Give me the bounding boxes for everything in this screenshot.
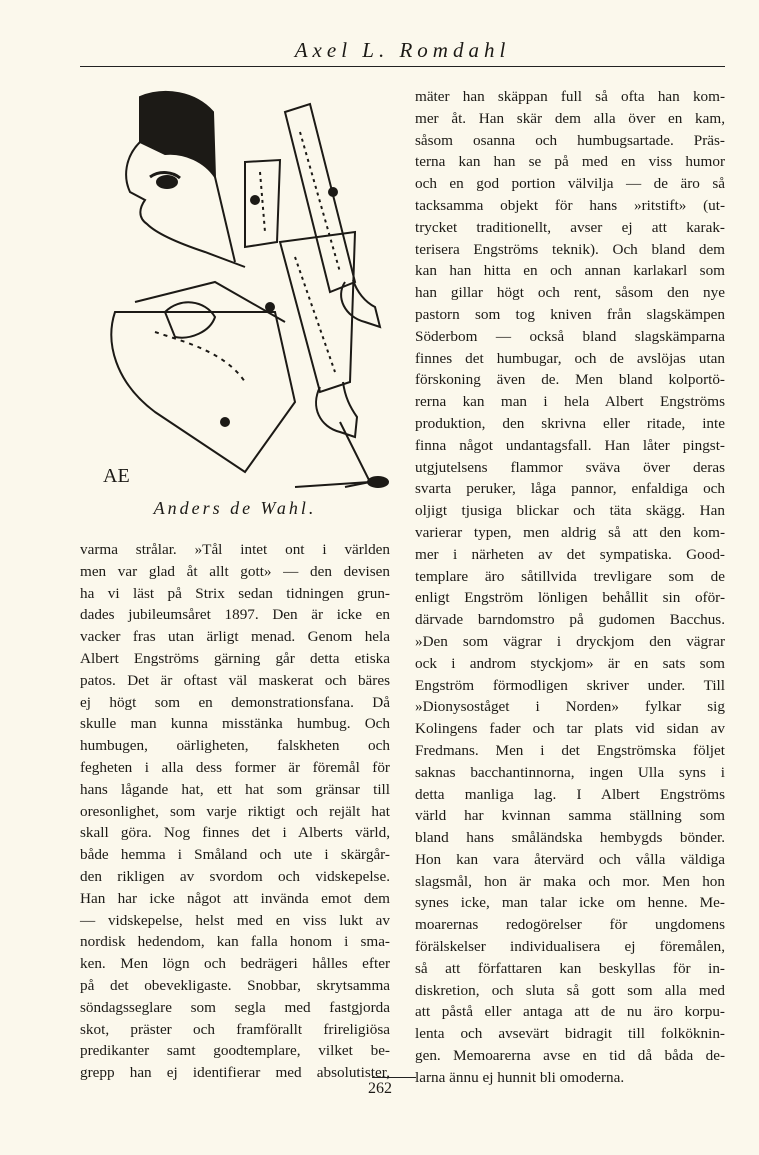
- text-line: nordisk hedendom, kan falla honom i smа-: [80, 933, 390, 951]
- text-line: såsom osanna och humbugsartade. Präs-: [415, 131, 725, 149]
- text-line: förskoning även de. Men bland kolportö-: [415, 371, 725, 389]
- text-line: oljigt tjusiga blickar och täta skägg. Han: [415, 502, 725, 520]
- text-line: men var glad åt allt gott» — den devisen: [80, 562, 390, 580]
- caricature-illustration: [95, 82, 395, 492]
- text-line: slagsmål, hon är maka och mor. Men hon: [415, 872, 725, 890]
- text-line: tacksamma objekt för hans »ritstift» (ut-: [415, 196, 725, 214]
- text-line: »Den som vägrar i dryckjom den vägrar: [415, 632, 725, 650]
- text-line: mäter han skäppan full så ofta han kom-: [415, 88, 725, 105]
- text-line: Fredmans. Men i det Engströmska följet: [415, 741, 725, 759]
- text-line: på det obevekligaste. Snobbar, skrytsamma: [80, 976, 390, 994]
- illustration-caption: Anders de Wahl.: [153, 498, 317, 518]
- text-line: — vidskepelse, helst med en viss lukt av: [80, 911, 390, 929]
- text-line: hans lågande hat, ett hat som gränsar till: [80, 780, 390, 798]
- text-line: gen. Memoarerna avse en tid då båda de-: [415, 1047, 725, 1065]
- text-line: värld har kvinnan samma ställning som: [415, 807, 725, 825]
- text-line: detta manliga lag. I Albert Engströms: [415, 785, 725, 803]
- text-line: lenta och avsevärt bidragit till folköknin-: [415, 1025, 725, 1043]
- text-line: terisera Engströms teknik). Och bland dem: [415, 240, 725, 258]
- text-line: Kolingens fader och tar plats vid sidan av: [415, 720, 725, 738]
- text-line: finna något undantagsfall. Han låter pingst-: [415, 436, 725, 454]
- text-line: ock i androm styckjom» är en sats som: [415, 654, 725, 672]
- text-line: grepp han ej identifierar med absolutister,: [80, 1064, 390, 1082]
- text-line: synes icke, man talar icke om henne. Me-: [415, 894, 725, 912]
- text-line: utgjutelsens flammor sväva över deras: [415, 458, 725, 476]
- text-line: ha vi läst på Strix sedan tidningen grun-: [80, 584, 390, 602]
- text-line: larna ännu ej hunnit bli omoderna.: [415, 1068, 625, 1086]
- text-line: Söderbom — också bland slagskämparna: [415, 327, 725, 345]
- text-line: finnes det humbugar, och de avslöjas utan: [415, 349, 725, 367]
- text-line: Han har icke något att invända emot dem: [80, 889, 390, 907]
- text-line: pastorn som tog kniven från slagskämpen: [415, 305, 725, 323]
- text-line: vacker fras utan ärligt menad. Genom hela: [80, 628, 390, 646]
- text-line: både hemma i Småland och ute i skärgår-: [80, 846, 390, 864]
- text-line: dades jubileumsåret 1897. Den är icke en: [80, 606, 390, 624]
- text-line: fegheten i alla dess former är föremål för: [80, 758, 390, 776]
- text-line: ej högt som en demonstrationsfana. Då: [80, 693, 390, 711]
- text-line: svarta peruker, låga pannor, enfaldiga och: [415, 480, 725, 498]
- text-line: predikanter samt goodtemplare, vilket be-: [80, 1042, 390, 1060]
- text-line: mer i närheten av det sympatiska. Good-: [415, 545, 725, 563]
- text-line: saknas bacchantinnorna, ingen Ulla syns i: [415, 763, 725, 781]
- header-rule: [80, 66, 725, 67]
- text-line: den rikligen av svordom och vidskepelse.: [80, 867, 390, 885]
- text-line: Hon kan vara återvärd och vålla väldiga: [415, 850, 725, 868]
- page-number: 262: [368, 1080, 392, 1097]
- text-line: enligt Engström lönligen behållit sin oför-: [415, 589, 725, 607]
- text-line: Albert Engströms gärning går detta etiska: [80, 649, 390, 667]
- left-column: [80, 539, 390, 1084]
- text-line: skot, präster och framförallt frireligiösa: [80, 1020, 390, 1038]
- text-line: förälskelser individualisera ej föremålen,: [415, 938, 725, 956]
- running-header: Axel L. Romdahl: [294, 38, 511, 62]
- text-line: varierar typen, men aldrig så att den kom-: [415, 523, 725, 541]
- text-line: humbugen, oärligheten, falskheten och: [80, 737, 390, 755]
- text-line: produktion, den skrivna eller ritade, inte: [415, 414, 725, 432]
- text-line: templare äro såtillvida trevligare som de: [415, 567, 725, 585]
- text-line: att påstå eller antaga att de nu äro korpu-: [415, 1003, 725, 1021]
- text-line: trycket traditionellt, avser ej att karak-: [415, 218, 725, 236]
- text-line: skall göra. Nog finnes det i Alberts värld,: [80, 824, 390, 842]
- text-line: ken. Men lögn och bedrägeri hålles efter: [80, 955, 390, 973]
- text-line: Engström förmodligen skriver under. Till: [415, 676, 725, 694]
- text-line: så att författaren kan beskyllas för in-: [415, 959, 725, 977]
- text-line: terna kan han se på med en viss humor: [415, 153, 725, 171]
- right-column: [415, 86, 725, 1089]
- text-line: moarernas redogörelser för ungdomens: [415, 916, 725, 934]
- text-line: varma strålar. »Tål intet ont i världen: [80, 541, 390, 558]
- text-line: bland hans småländska hembygds bönder.: [415, 829, 725, 847]
- text-line: söndagsseglare som segla med fastgjorda: [80, 998, 390, 1016]
- text-line: oresonlighet, som varje riktigt och rejält hat: [80, 802, 390, 820]
- text-line: skulle man kunna misstänka humbug. Och: [80, 715, 390, 733]
- text-line: mer åt. Han skär dem alla över en kam,: [415, 109, 725, 127]
- text-line: han gillar högt och rent, såsom den nye: [415, 284, 725, 302]
- text-line: diskretion, och sluta så gott som alla med: [415, 981, 725, 999]
- text-line: rerna kan man i hela Albert Engströms: [415, 393, 725, 411]
- text-line: patos. Det är oftast väl maskerat och bäres: [80, 671, 390, 689]
- text-line: »Dionysoståget i Norden» fylkar sig: [415, 698, 725, 716]
- artist-signature: AE: [103, 465, 130, 487]
- text-line: kan han hitta en och annan karlakarl som: [415, 262, 725, 280]
- page-number-rule: [372, 1077, 416, 1078]
- text-line: därvade barndomstro på gudomen Bacchus.: [415, 611, 725, 629]
- text-line: och en god portion välvilja — de äro så: [415, 175, 725, 193]
